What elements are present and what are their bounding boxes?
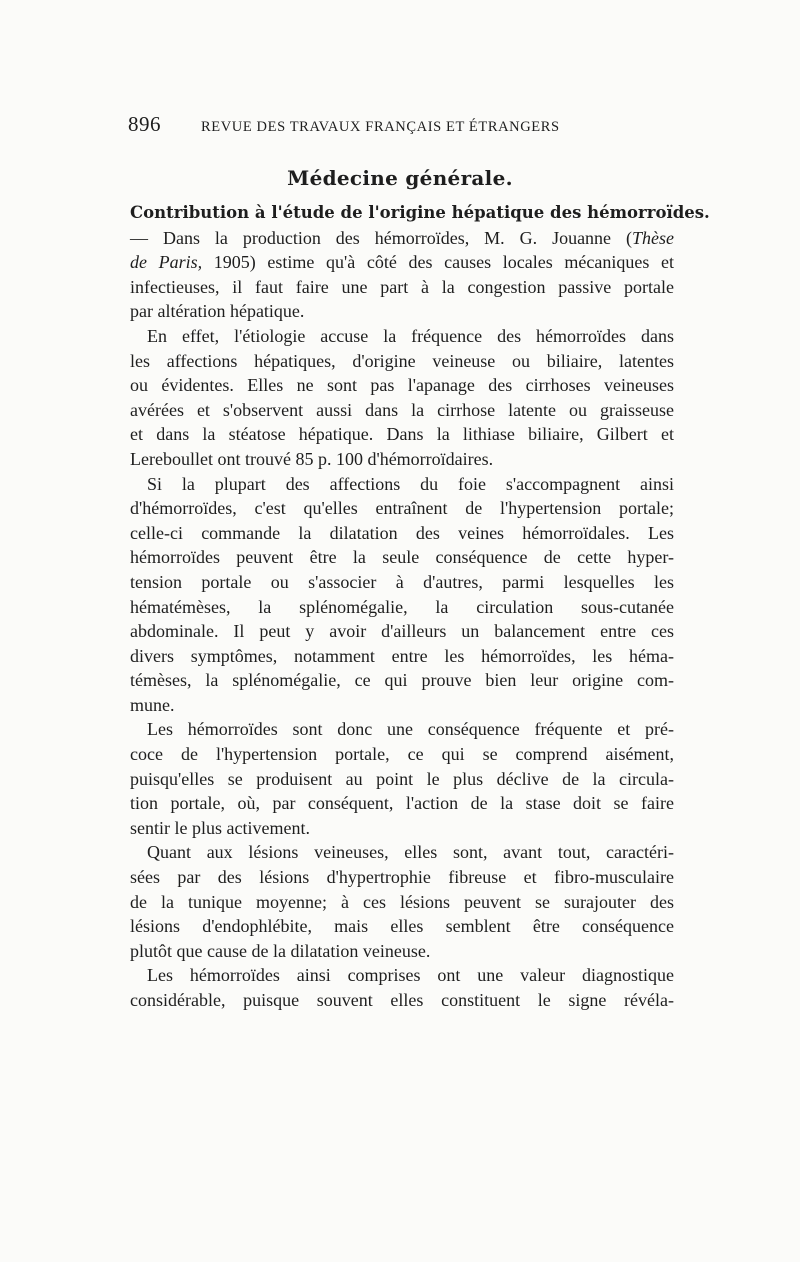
text-line: tension portale ou s'associer à d'autres, parmi lesquelles les bbox=[130, 571, 674, 592]
text-line: Si la plupart des affections du foie s'accompagnent ainsi bbox=[147, 473, 674, 494]
text-line: infectieuses, il faut faire une part à la congestion passive portale bbox=[130, 276, 674, 297]
text-line: témèses, la splénomégalie, ce qui prouve bien leur origine com- bbox=[130, 670, 674, 691]
article-title: Contribution à l'étude de l'origine hépatique des hémorroïdes. bbox=[130, 203, 710, 222]
text-line: coce de l'hypertension portale, ce qui se comprend aisément, bbox=[130, 744, 674, 765]
text-line: Lereboullet ont trouvé 85 p. 100 d'hémorroïdaires. bbox=[130, 448, 494, 469]
text-line: de Paris, 1905) estime qu'à côté des causes locales mécaniques et bbox=[130, 252, 674, 273]
text-line: lésions d'endophlébite, mais elles semblent être conséquence bbox=[130, 916, 674, 937]
text-line: Quant aux lésions veineuses, elles sont, avant tout, caractéri- bbox=[147, 842, 674, 863]
text-line: hémorroïdes peuvent être la seule conséquence de cette hyper- bbox=[130, 547, 674, 568]
text-line: sentir le plus activement. bbox=[130, 817, 310, 838]
text-line: divers symptômes, notamment entre les hémorroïdes, les héma- bbox=[130, 645, 674, 666]
text-line: par altération hépatique. bbox=[130, 301, 305, 322]
text-line: ou évidentes. Elles ne sont pas l'apanage des cirrhoses veineuses bbox=[130, 375, 674, 396]
running-title: REVUE DES TRAVAUX FRANÇAIS ET ÉTRANGERS bbox=[201, 119, 560, 135]
text-line: Les hémorroïdes ainsi comprises ont une valeur diagnostique bbox=[147, 965, 674, 986]
page-number: 896 bbox=[128, 112, 161, 136]
text-line: puisqu'elles se produisent au point le plus déclive de la circula- bbox=[130, 768, 674, 789]
article-body bbox=[130, 201, 710, 1013]
text-line: — Dans la production des hémorroïdes, M. G. Jouanne (Thèse bbox=[130, 227, 674, 248]
text-line: et dans la stéatose hépatique. Dans la lithiase biliaire, Gilbert et bbox=[130, 424, 674, 445]
text-line: celle-ci commande la dilatation des veines hémorroïdales. Les bbox=[130, 522, 674, 543]
text-line: les affections hépatiques, d'origine veineuse ou biliaire, latentes bbox=[130, 350, 674, 371]
text-line: hématémèses, la splénomégalie, la circulation sous-cutanée bbox=[130, 596, 674, 617]
text-line: sées par des lésions d'hypertrophie fibreuse et fibro-musculaire bbox=[130, 867, 674, 888]
text-line: plutôt que cause de la dilatation veineuse. bbox=[130, 940, 431, 961]
text-line: En effet, l'étiologie accuse la fréquence des hémorroïdes dans bbox=[147, 325, 674, 346]
text-line: tion portale, où, par conséquent, l'action de la stase doit se faire bbox=[130, 793, 674, 814]
section-title: Médecine générale. bbox=[287, 166, 513, 190]
text-line: Les hémorroïdes sont donc une conséquence fréquente et pré- bbox=[147, 719, 674, 740]
text-line: mune. bbox=[130, 694, 175, 715]
text-line: considérable, puisque souvent elles constituent le signe révéla- bbox=[130, 990, 674, 1010]
text-line: avérées et s'observent aussi dans la cirrhose latente ou graisseuse bbox=[130, 399, 674, 420]
running-header bbox=[128, 112, 688, 137]
text-line: d'hémorroïdes, c'est qu'elles entraînent de l'hypertension portale; bbox=[130, 498, 674, 519]
text-line: abdominale. Il peut y avoir d'ailleurs un balancement entre ces bbox=[130, 621, 674, 642]
text-line: de la tunique moyenne; à ces lésions peuvent se surajouter des bbox=[130, 891, 674, 912]
